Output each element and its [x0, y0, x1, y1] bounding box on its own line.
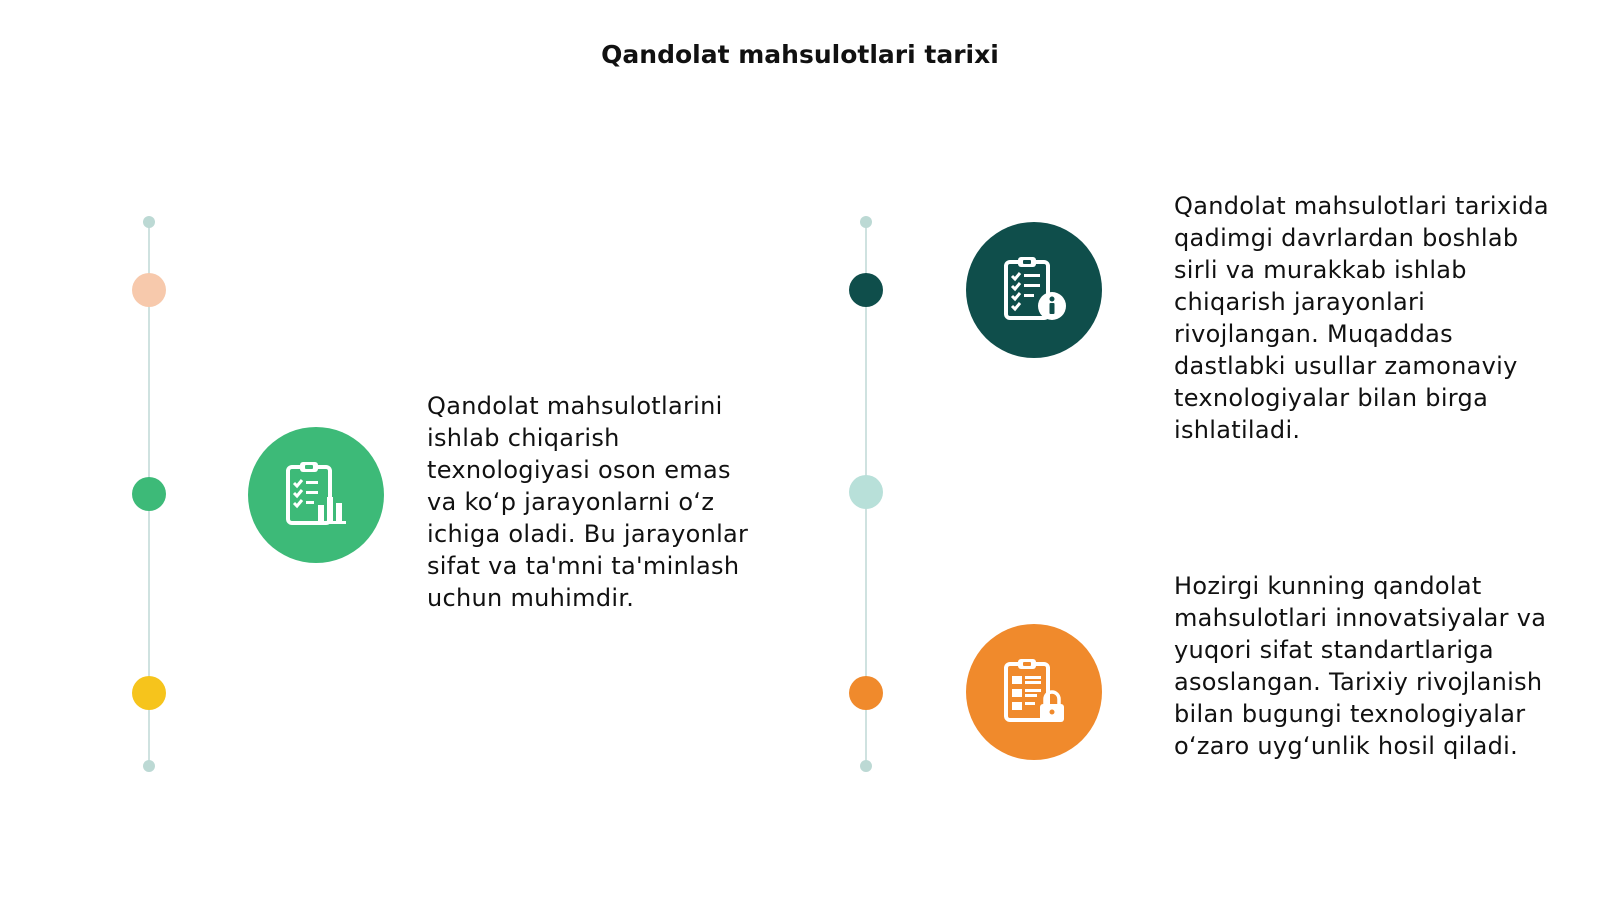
clipboard-info-glyph	[998, 254, 1070, 326]
left-timeline-bottom-cap	[143, 760, 155, 772]
page-title: Qandolat mahsulotlari tarixi	[601, 40, 999, 69]
item-1-description: Qandolat mahsulotlarini ishlab chiqarish texnologiyasi oson emas va koʻp jarayonlarni oʻz ichiga oladi. Bu jarayonlar sifat va ta'mni ta'minlash uchun muhimdir.	[427, 392, 749, 612]
item-3-description: Hozirgi kunning qandolat mahsulotlari innovatsiyalar va yuqori sifat standartlariga asoslangan. Tarixiy rivojlanish bilan bugungi texnologiyalar oʻzaro uygʻunlik hosil qiladi.	[1174, 572, 1547, 760]
middle-timeline-dot-orange	[849, 676, 883, 710]
middle-timeline-dot-light-teal	[849, 475, 883, 509]
clipboard-lock-glyph	[998, 656, 1070, 728]
clipboard-info-icon	[966, 222, 1102, 358]
clipboard-chart-icon	[248, 427, 384, 563]
item-2-description: Qandolat mahsulotlari tarixida qadimgi davrlardan boshlab sirli va murakkab ishlab chiqarish jarayonlari rivojlangan. Muqaddas dastlabki usullar zamonaviy texnologiyalar bilan birga ishlatiladi.	[1174, 192, 1549, 444]
middle-timeline-top-cap	[860, 216, 872, 228]
left-timeline-dot-peach	[132, 273, 166, 307]
left-timeline-top-cap	[143, 216, 155, 228]
middle-timeline-dot-dark-teal	[849, 273, 883, 307]
clipboard-chart-glyph	[280, 459, 352, 531]
left-timeline-dot-yellow	[132, 676, 166, 710]
middle-timeline-bottom-cap	[860, 760, 872, 772]
left-timeline-dot-green	[132, 477, 166, 511]
clipboard-lock-icon	[966, 624, 1102, 760]
